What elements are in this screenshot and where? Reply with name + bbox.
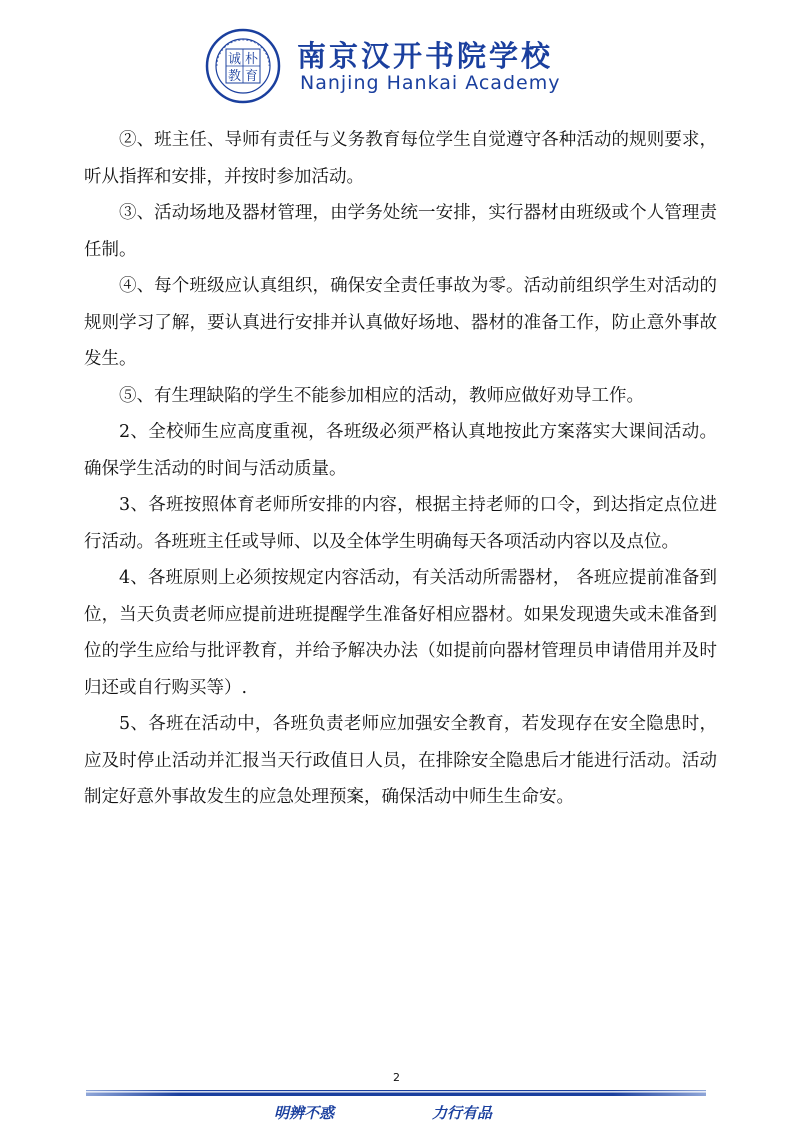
paragraph-item-3: ③、活动场地及器材管理，由学务处统一安排，实行器材由班级或个人管理责任制。	[84, 203, 717, 260]
motto-left: 明辨不惑	[274, 1104, 335, 1122]
motto-right: 力行有品	[432, 1104, 493, 1122]
paragraph-item-2: ②、班主任、导师有责任与义务教育每位学生自觉遵守各种活动的规则要求，听从指挥和安排，并按时参加活动。	[84, 130, 717, 187]
paragraph-section-5: 5、各班在活动中，各班负责老师应加强安全教育，若发现存在安全隐患时，应及时停止活动并汇报当天行政值日人员，在排除安全隐患后才能进行活动。活动制定好意外事故发生的应急处理预案，确保活动中师生生命安。	[84, 714, 717, 807]
document-body	[84, 122, 717, 816]
paragraph-section-3: 3、各班按照体育老师所安排的内容，根据主持老师的口令，到达指定点位进行活动。各班班主任或导师、以及全体学生明确每天各项活动内容以及点位。	[84, 495, 717, 552]
school-name-cn: 南京汉开书院学校	[297, 39, 554, 73]
logo-char-1: 诚	[227, 52, 242, 67]
school-logo-icon	[205, 28, 281, 104]
letterhead	[205, 28, 605, 108]
page-number: 2	[393, 1071, 400, 1084]
paragraph-item-4: ④、每个班级应认真组织，确保安全责任事故为零。活动前组织学生对活动的规则学习了解，要认真进行安排并认真做好场地、器材的准备工作，防止意外事故发生。	[84, 276, 717, 369]
footer-divider	[86, 1090, 706, 1096]
paragraph-section-2: 2、全校师生应高度重视，各班级必须严格认真地按此方案落实大课间活动。确保学生活动的时间与活动质量。	[84, 422, 717, 479]
paragraph-item-5: ⑤、有生理缺陷的学生不能参加相应的活动，教师应做好劝导工作。	[119, 385, 644, 406]
paragraph-section-4: 4、各班原则上必须按规定内容活动，有关活动所需器材， 各班应提前准备到位，当天负责老师应提前进班提醒学生准备好相应器材。如果发现遗失或未准备到位的学生应给与批评教育，并给予解决办法（如提前向器材管理员申请借用并及时归还或自行购买等）.	[84, 568, 717, 698]
logo-char-4: 育	[244, 69, 259, 84]
logo-char-3: 教	[227, 69, 242, 84]
school-name-en: Nanjing Hankai Academy	[300, 72, 561, 94]
logo-char-2: 朴	[244, 52, 259, 67]
